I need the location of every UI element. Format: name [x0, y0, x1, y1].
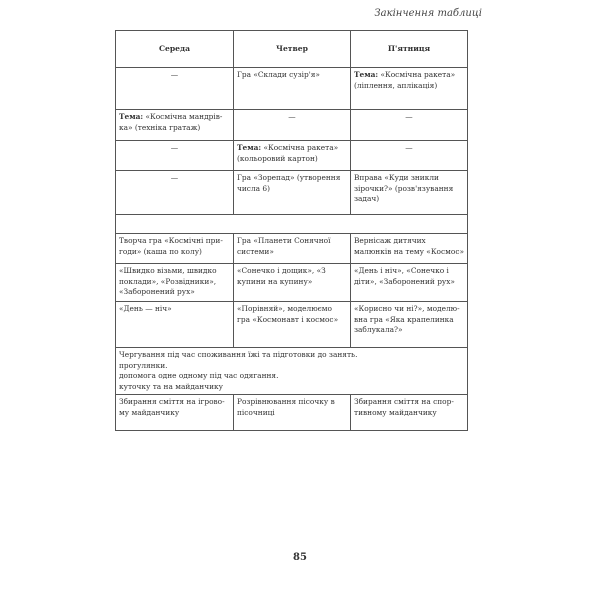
table-cell: Вернісаж дитячих малюнків на тему «Космос» [351, 234, 468, 264]
table-row [116, 264, 468, 302]
table-continuation-caption: Закінчення таблиці [374, 8, 482, 19]
section-separator-row [116, 215, 468, 234]
table-cell: — [351, 141, 468, 171]
table-row [116, 395, 468, 431]
note-line: Чергування під час споживання їжі та підготовки до занять. [119, 350, 358, 359]
note-line: куточку та на майданчику [119, 381, 223, 391]
table-row [116, 302, 468, 348]
note-line: прогулянки. [119, 360, 168, 370]
table-cell: — [351, 110, 468, 141]
note-line: допомога одне одному під час одягання. [119, 371, 279, 380]
page-number: 85 [293, 552, 307, 563]
topic-label: Тема: [237, 143, 262, 152]
topic-label: Тема: [354, 70, 379, 79]
table-header-row [116, 31, 468, 68]
table-cell: «Сонечко і дощик», «З купини на купину» [234, 264, 351, 302]
table-cell [351, 68, 468, 110]
table-cell: Гра «Склади сузір'я» [234, 68, 351, 110]
empty-cell [116, 215, 468, 234]
header-wednesday: Середа [116, 31, 234, 68]
table-cell [116, 110, 234, 141]
topic-text: «Космічна мандрів-ка» (техніка гратаж) [119, 112, 223, 132]
table-row [116, 110, 468, 141]
table-cell: — [234, 110, 351, 141]
table-cell: Творча гра «Космічні при-годи» (каша по колу) [116, 234, 234, 264]
table-cell: — [116, 68, 234, 110]
table-cell: — [116, 141, 234, 171]
table-cell: Вправа «Куди зникли зірочки?» (розв'язування задач) [351, 171, 468, 215]
header-friday: П'ятниця [351, 31, 468, 68]
header-thursday: Четвер [234, 31, 351, 68]
table-cell: «Корисно чи ні?», моделю-вна гра «Яка крапелинка заблукала?» [351, 302, 468, 348]
table-cell: Збирання сміття на ігрово-му майданчику [116, 395, 234, 431]
table-cell: Гра «Зорепад» (утворення числа 6) [234, 171, 351, 215]
table-cell: Збирання сміття на спор-тивному майданчику [351, 395, 468, 431]
topic-text: «Космічна ракета» (ліплення, аплікація) [354, 70, 456, 90]
table-row [116, 234, 468, 264]
table-cell: «Швидко візьми, швидко поклади», «Розвідники», «Заборонений рух» [116, 264, 234, 302]
table-cell: — [116, 171, 234, 215]
table-cell [234, 141, 351, 171]
table-row [116, 141, 468, 171]
topic-label: Тема: [119, 112, 144, 121]
table-cell: «День — ніч» [116, 302, 234, 348]
notes-cell [116, 348, 468, 395]
table-cell: Гра «Планети Сонячної системи» [234, 234, 351, 264]
table-row [116, 68, 468, 110]
table-cell: Розрівнювання пісочку в пісочниці [234, 395, 351, 431]
schedule-table [115, 30, 468, 431]
topic-text: «Космічна ракета» (кольоровий картон) [237, 143, 339, 163]
table-cell: «День і ніч», «Сонечко і діти», «Заборонений рух» [351, 264, 468, 302]
table-row [116, 171, 468, 215]
notes-row [116, 348, 468, 395]
table-cell: «Порівняй», моделюємо гра «Космонавт і космос» [234, 302, 351, 348]
